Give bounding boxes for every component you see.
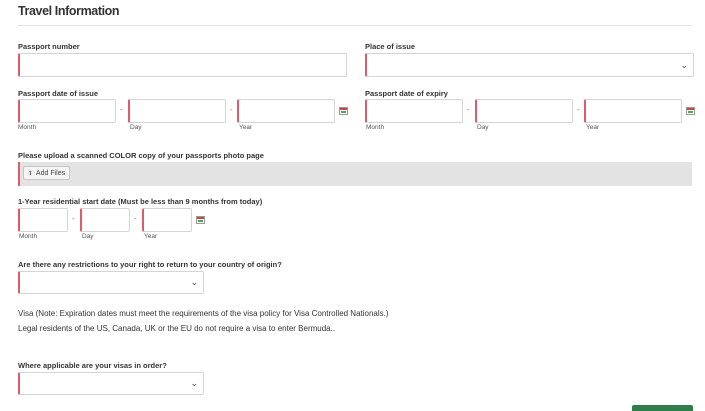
place-of-issue-label: Place of issue	[365, 42, 416, 51]
calendar-icon[interactable]	[196, 216, 205, 224]
passport-number-input[interactable]	[18, 53, 347, 77]
restrictions-label: Are there any restrictions to your right to return to your country of origin?	[18, 260, 282, 269]
expiry-date-label: Passport date of expiry	[365, 89, 448, 98]
passport-number-label: Passport number	[18, 42, 80, 51]
expiry-month-hint: Month	[366, 124, 385, 131]
section-divider	[18, 25, 692, 26]
chevron-down-icon: ⌄	[190, 378, 198, 388]
start-day-hint: Day	[82, 233, 94, 240]
add-files-label: Add Files	[35, 169, 66, 177]
section-title: Travel Information	[18, 4, 120, 18]
start-year-hint: Year	[144, 233, 158, 240]
chevron-down-icon: ⌄	[680, 59, 688, 70]
issue-date-label: Passport date of issue	[18, 89, 99, 98]
add-files-button[interactable]	[23, 166, 70, 180]
visas-in-order-select[interactable]	[18, 372, 204, 395]
expiry-year-input[interactable]	[584, 99, 682, 123]
calendar-icon[interactable]	[686, 107, 695, 115]
expiry-month-input[interactable]	[365, 99, 463, 123]
expiry-year-hint: Year	[586, 124, 600, 131]
date-separator: -	[230, 105, 233, 114]
issue-month-input[interactable]	[18, 99, 116, 123]
upload-label: Please upload a scanned COLOR copy of your passports photo page	[18, 151, 264, 160]
visas-in-order-label: Where applicable are your visas in order?	[18, 361, 167, 370]
date-separator: -	[467, 105, 470, 114]
calendar-icon[interactable]	[339, 107, 348, 115]
expiry-day-hint: Day	[477, 124, 489, 131]
start-month-input[interactable]	[18, 208, 68, 232]
expiry-day-input[interactable]	[475, 99, 573, 123]
date-separator: -	[134, 214, 137, 223]
visa-note-line2: Legal residents of the US, Canada, UK or the EU do not require a visa to enter Bermuda..	[18, 324, 336, 333]
start-day-input[interactable]	[80, 208, 130, 232]
continue-button[interactable]	[632, 405, 693, 411]
start-month-hint: Month	[19, 233, 38, 240]
upload-dropzone[interactable]	[18, 162, 692, 186]
date-separator: -	[577, 105, 580, 114]
place-of-issue-select[interactable]	[365, 53, 694, 77]
issue-year-hint: Year	[239, 124, 253, 131]
issue-month-hint: Month	[18, 124, 37, 131]
chevron-down-icon: ⌄	[190, 277, 198, 287]
date-separator: -	[120, 105, 123, 114]
restrictions-select[interactable]	[18, 271, 204, 294]
required-indicator	[18, 162, 20, 186]
issue-day-input[interactable]	[128, 99, 226, 123]
issue-year-input[interactable]	[237, 99, 335, 123]
start-year-input[interactable]	[142, 208, 192, 232]
upload-icon: ⬆	[27, 170, 33, 177]
date-separator: -	[72, 214, 75, 223]
issue-day-hint: Day	[130, 124, 142, 131]
start-date-label: 1-Year residential start date (Must be less than 9 months from today)	[18, 197, 263, 206]
visa-note-line1: Visa (Note: Expiration dates must meet the requirements of the visa policy for Visa Controlled Nationals.)	[18, 309, 389, 318]
